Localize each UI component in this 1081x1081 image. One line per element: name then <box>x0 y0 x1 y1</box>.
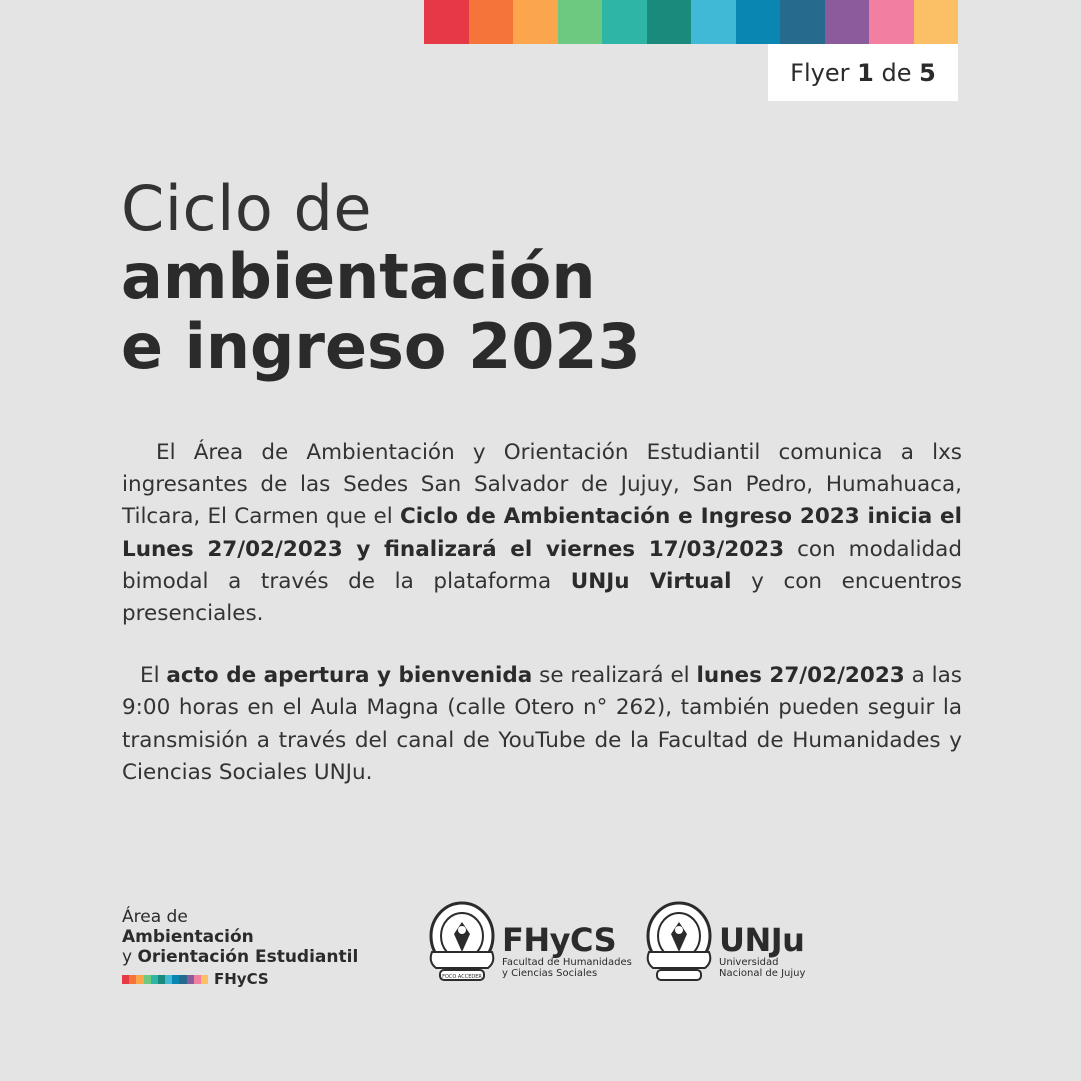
mini-color-stripe <box>122 975 208 984</box>
unju-logo-text <box>719 923 805 979</box>
flyer-current: 1 <box>857 58 874 87</box>
seal-bottom-text: FOCO ACCEDER <box>442 974 482 980</box>
org-line-3-a: y <box>122 947 138 967</box>
p2-date: lunes 27/02/2023 <box>696 663 905 689</box>
flyer-label: Flyer <box>790 58 850 87</box>
color-segment-10 <box>869 0 914 44</box>
p2-event: acto de apertura y bienvenida <box>166 663 533 689</box>
unju-sub-1: Universidad <box>719 957 779 968</box>
fhycs-logo-text <box>502 923 632 979</box>
color-segment-10 <box>194 975 201 984</box>
color-segment-3 <box>144 975 151 984</box>
fhycs-seal-logo <box>428 900 496 986</box>
org-line-1: Área de <box>122 907 188 927</box>
org-line-3 <box>122 947 412 967</box>
unju-seal-logo <box>645 900 713 986</box>
color-segment-6 <box>165 975 172 984</box>
color-segment-8 <box>179 975 186 984</box>
flyer-counter-badge <box>768 44 958 101</box>
color-segment-5 <box>647 0 692 44</box>
p2-text-1: El <box>140 663 167 689</box>
p1-text-3: y con encuentros presenciales. <box>122 568 962 627</box>
org-line-2: Ambientación <box>122 927 254 947</box>
paragraph-1 <box>122 437 962 630</box>
color-segment-0 <box>424 0 469 44</box>
p2-text-2: se realizará el <box>532 663 697 689</box>
title-line-3: e ingreso 2023 <box>121 310 641 383</box>
title-line-1: Ciclo de <box>121 172 372 245</box>
color-segment-1 <box>129 975 136 984</box>
color-segment-7 <box>172 975 179 984</box>
flyer-total: 5 <box>919 58 936 87</box>
p1-dates: Ciclo de Ambientación e Ingreso 2023 inicia el Lunes 27/02/2023 y finalizará el viernes 17/03/2023 <box>122 504 963 562</box>
color-segment-3 <box>558 0 603 44</box>
fhycs-sub-1: Facultad de Humanidades <box>502 957 632 968</box>
p1-platform: UNJu Virtual <box>570 568 732 594</box>
color-segment-2 <box>136 975 143 984</box>
page-title <box>121 172 921 383</box>
fhycs-name: FHyCS <box>502 921 617 959</box>
color-segment-8 <box>780 0 825 44</box>
paragraph-2 <box>122 660 962 789</box>
color-stripe <box>424 0 958 44</box>
color-segment-4 <box>602 0 647 44</box>
announcement-body <box>122 437 962 819</box>
p1-text-2: con modalidad bimodal a través de la plataforma <box>122 536 962 594</box>
color-segment-11 <box>914 0 959 44</box>
org-tag: FHyCS <box>214 970 269 988</box>
flyer-of: de <box>881 58 912 87</box>
color-segment-9 <box>187 975 194 984</box>
org-line-3-b: Orientación Estudiantil <box>137 947 359 967</box>
color-segment-6 <box>691 0 736 44</box>
unju-sub-2: Nacional de Jujuy <box>719 968 806 979</box>
fhycs-sub-2: y Ciencias Sociales <box>502 968 598 979</box>
color-segment-11 <box>201 975 208 984</box>
unju-name: UNJu <box>719 921 805 959</box>
color-segment-4 <box>151 975 158 984</box>
p1-text-1: El Área de Ambientación y Orientación Estudiantil comunica a lxs ingresantes de las Sedes San Salvador de Jujuy, San Pedro, Humahuaca, Tilcara, El Carmen que el <box>122 440 962 530</box>
p2-text-3: a las 9:00 horas en el Aula Magna (calle Otero n° 262), también pueden seguir la transmisión a través del canal de YouTube de la Facultad de Humanidades y Ciencias Sociales UNJu. <box>122 663 962 785</box>
color-segment-2 <box>513 0 558 44</box>
color-segment-5 <box>158 975 165 984</box>
org-logo <box>122 907 412 988</box>
title-line-2: ambientación <box>121 240 596 313</box>
color-segment-7 <box>736 0 781 44</box>
org-tag-row <box>122 970 412 988</box>
color-segment-0 <box>122 975 129 984</box>
color-segment-1 <box>469 0 514 44</box>
color-segment-9 <box>825 0 870 44</box>
